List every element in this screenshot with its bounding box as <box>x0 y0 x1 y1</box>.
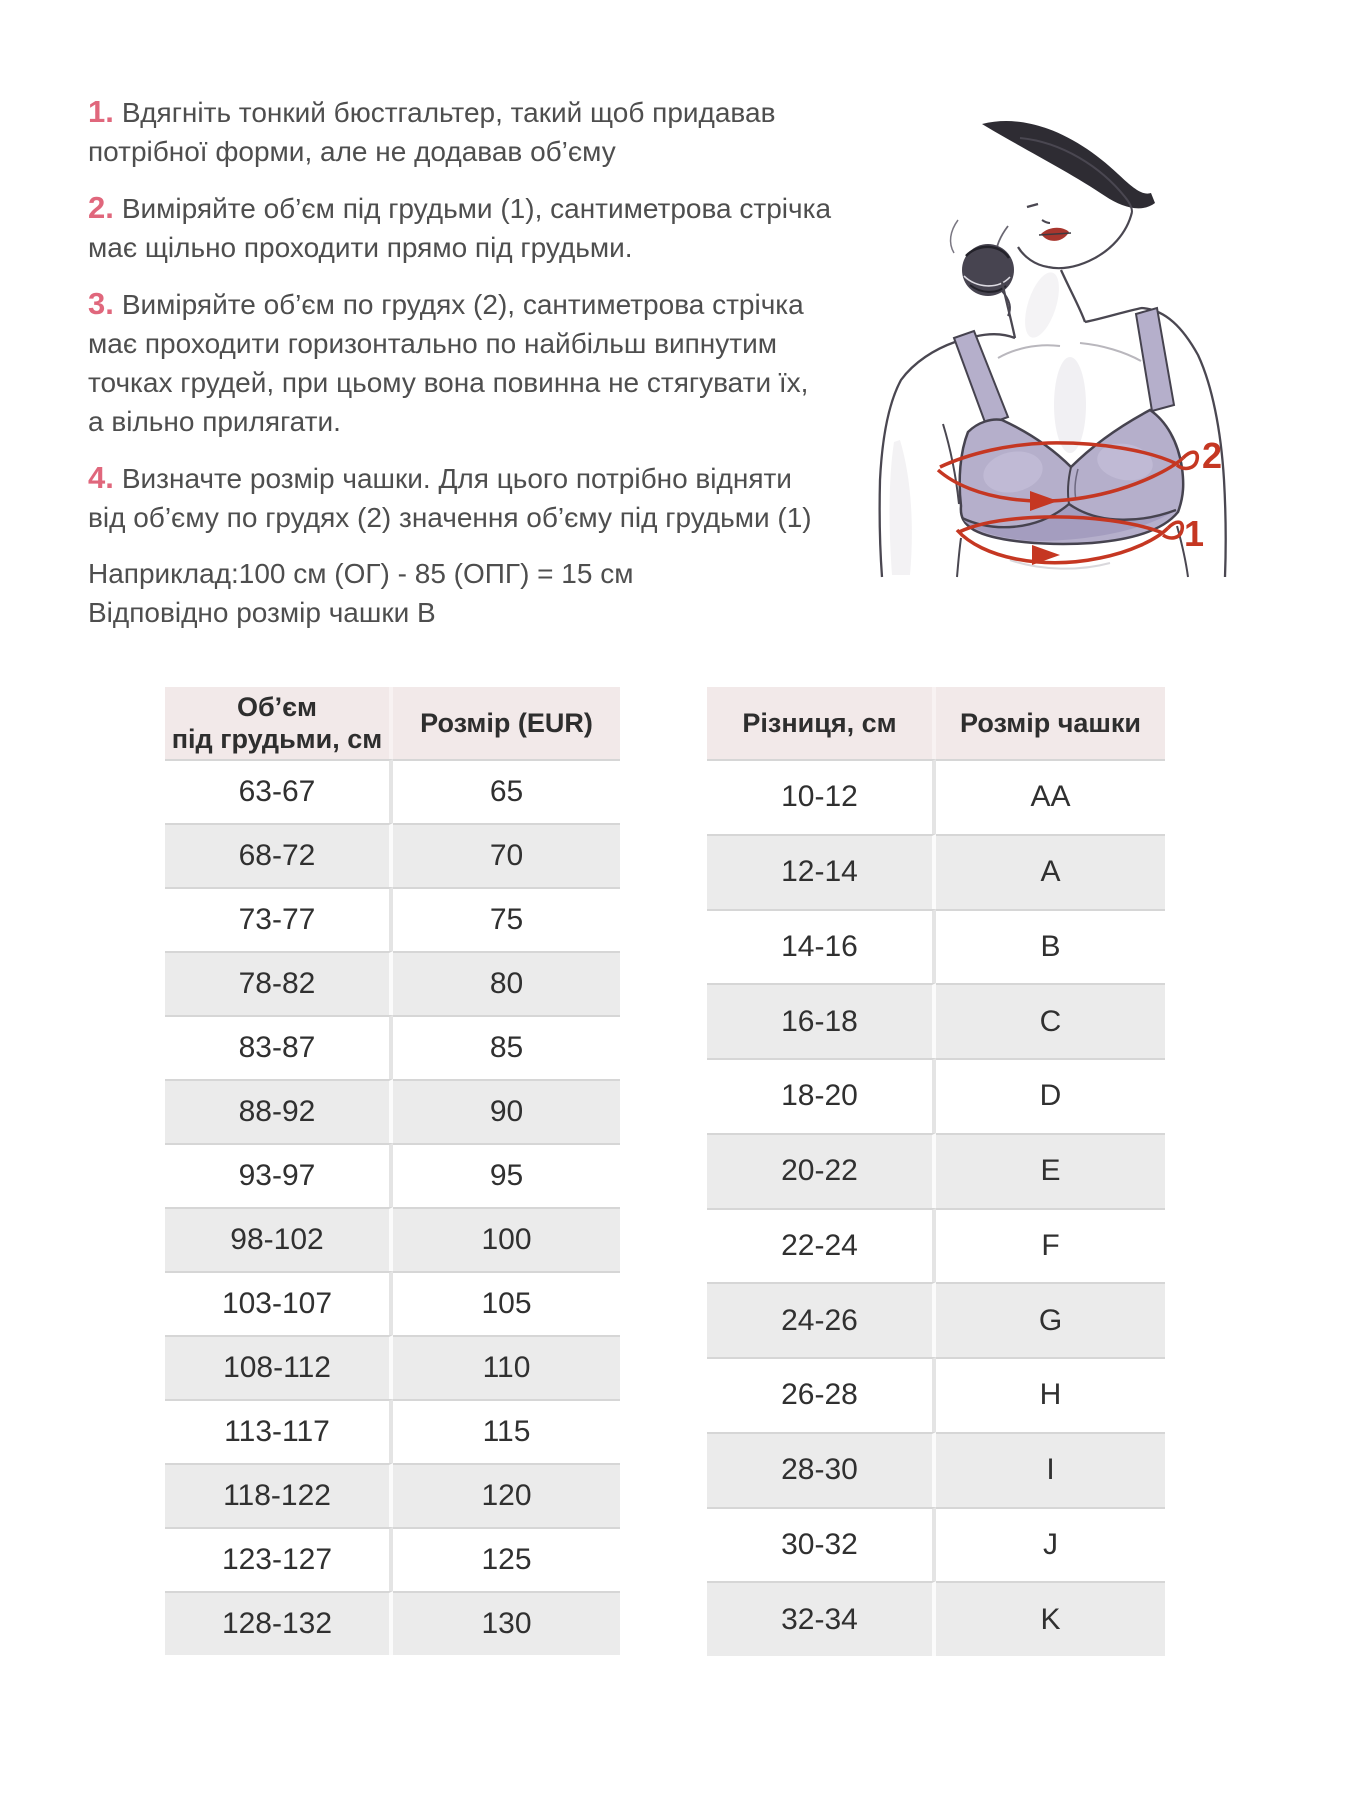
table-row <box>165 951 620 1015</box>
neck-right-line <box>1061 270 1085 322</box>
size-cell: 70 <box>393 823 620 887</box>
diff-cell: 22-24 <box>707 1208 936 1283</box>
hair-bun <box>962 244 1014 316</box>
cup-cell: A <box>936 834 1165 909</box>
instruction-step-4 <box>88 458 818 537</box>
cup-cell: C <box>936 983 1165 1058</box>
band-table-header-size: Розмір (EUR) <box>393 687 620 759</box>
cup-table-header-row <box>707 687 1165 759</box>
table-row <box>165 1207 620 1271</box>
torso-left-line <box>957 538 961 577</box>
diff-cell: 12-14 <box>707 834 936 909</box>
instruction-text: Вдягніть тонкий бюстгальтер, такий щоб придавав <box>121 97 776 128</box>
cup-cell: G <box>936 1282 1165 1357</box>
band-table-header-row <box>165 687 620 759</box>
table-row <box>165 1527 620 1591</box>
size-cell: 100 <box>393 1207 620 1271</box>
size-cell: 125 <box>393 1527 620 1591</box>
table-row <box>707 1208 1165 1283</box>
range-cell: 68-72 <box>165 823 393 887</box>
instruction-text: від об’єму по грудях (2) значення об’єму під грудьми (1) <box>88 502 812 533</box>
table-row <box>165 759 620 823</box>
table-row <box>165 1143 620 1207</box>
table-row <box>707 1133 1165 1208</box>
step-number: 1. <box>88 94 114 129</box>
range-cell: 83-87 <box>165 1015 393 1079</box>
cup-cell: B <box>936 909 1165 984</box>
calculation-example <box>88 554 818 632</box>
cup-table-header-cup: Розмір чашки <box>936 687 1165 759</box>
eye-line <box>1027 204 1038 207</box>
table-row <box>165 1015 620 1079</box>
header-line: під грудьми, см <box>171 724 383 754</box>
instruction-step-2 <box>88 188 832 267</box>
cup-size-table <box>707 687 1165 1656</box>
instruction-text: має щільно проходити прямо під грудьми. <box>88 232 633 263</box>
diff-cell: 16-18 <box>707 983 936 1058</box>
range-cell: 93-97 <box>165 1143 393 1207</box>
table-row <box>707 1282 1165 1357</box>
cup-cell: D <box>936 1058 1165 1133</box>
cup-cell: E <box>936 1133 1165 1208</box>
instruction-step-3 <box>88 284 818 441</box>
step-number: 4. <box>88 460 114 495</box>
cup-cell: I <box>936 1432 1165 1507</box>
neck-left-line <box>1002 282 1015 338</box>
instruction-step-1 <box>88 92 818 171</box>
instruction-text: Визначте розмір чашки. Для цього потрібно відняти <box>121 463 792 494</box>
cup-cell: H <box>936 1357 1165 1432</box>
table-row <box>707 1058 1165 1133</box>
instruction-text: потрібної форми, але не додавав об’єму <box>88 136 616 167</box>
table-row <box>707 834 1165 909</box>
size-cell: 90 <box>393 1079 620 1143</box>
face <box>1018 204 1132 268</box>
bra-strap-left <box>954 331 1008 425</box>
range-cell: 78-82 <box>165 951 393 1015</box>
diff-cell: 32-34 <box>707 1581 936 1656</box>
size-cell: 85 <box>393 1015 620 1079</box>
nose-line <box>1042 220 1050 223</box>
table-row <box>165 1399 620 1463</box>
size-cell: 105 <box>393 1271 620 1335</box>
example-result: Відповідно розмір чашки В <box>88 597 436 628</box>
table-row <box>165 887 620 951</box>
table-row <box>707 909 1165 984</box>
table-row <box>707 983 1165 1058</box>
range-cell: 128-132 <box>165 1591 393 1655</box>
table-row <box>707 1581 1165 1656</box>
size-cell: 130 <box>393 1591 620 1655</box>
table-row <box>165 823 620 887</box>
size-cell: 80 <box>393 951 620 1015</box>
instruction-text: а вільно прилягати. <box>88 406 341 437</box>
step-number: 2. <box>88 190 114 225</box>
instruction-text: Виміряйте об’єм по грудях (2), сантиметрова стрічка <box>121 289 804 320</box>
range-cell: 123-127 <box>165 1527 393 1591</box>
table-row <box>707 1357 1165 1432</box>
instruction-text: має проходити горизонтально по найбільш випнутим <box>88 328 777 359</box>
lips <box>1039 228 1071 241</box>
header-line: Об’єм <box>236 692 318 722</box>
size-cell: 115 <box>393 1399 620 1463</box>
example-formula: Наприклад:100 см (ОГ) - 85 (ОПГ) = 15 см <box>88 558 634 589</box>
range-cell: 98-102 <box>165 1207 393 1271</box>
diff-cell: 10-12 <box>707 759 936 834</box>
range-cell: 63-67 <box>165 759 393 823</box>
range-cell: 113-117 <box>165 1399 393 1463</box>
table-row <box>165 1463 620 1527</box>
measure-label-1: 1 <box>1183 513 1205 554</box>
diff-cell: 30-32 <box>707 1507 936 1582</box>
range-cell: 88-92 <box>165 1079 393 1143</box>
size-cell: 120 <box>393 1463 620 1527</box>
table-row <box>707 759 1165 834</box>
diff-cell: 28-30 <box>707 1432 936 1507</box>
size-cell: 110 <box>393 1335 620 1399</box>
cup-cell: J <box>936 1507 1165 1582</box>
diff-cell: 20-22 <box>707 1133 936 1208</box>
table-row <box>165 1591 620 1655</box>
measuring-instructions <box>88 92 832 632</box>
diff-cell: 14-16 <box>707 909 936 984</box>
cup-table-header-difference: Різниця, см <box>707 687 936 759</box>
size-cell: 95 <box>393 1143 620 1207</box>
diff-cell: 24-26 <box>707 1282 936 1357</box>
diff-cell: 18-20 <box>707 1058 936 1133</box>
instruction-text: Виміряйте об’єм під грудьми (1), сантиметрова стрічка <box>121 193 832 224</box>
table-row <box>165 1079 620 1143</box>
cup-cell: AA <box>936 759 1165 834</box>
table-row <box>707 1507 1165 1582</box>
size-cell: 65 <box>393 759 620 823</box>
woman-figure-sketch <box>780 80 1240 585</box>
bra-strap-right <box>1136 308 1174 411</box>
diff-cell: 26-28 <box>707 1357 936 1432</box>
range-cell: 73-77 <box>165 887 393 951</box>
cup-cell: F <box>936 1208 1165 1283</box>
table-row <box>165 1335 620 1399</box>
range-cell: 103-107 <box>165 1271 393 1335</box>
step-number: 3. <box>88 286 114 321</box>
measure-label-2: 2 <box>1201 435 1223 476</box>
size-cell: 75 <box>393 887 620 951</box>
instruction-text: точках грудей, при цьому вона повинна не стягувати їх, <box>88 367 809 398</box>
cup-cell: K <box>936 1581 1165 1656</box>
band-table-header-underbust <box>165 687 393 759</box>
table-row <box>707 1432 1165 1507</box>
range-cell: 118-122 <box>165 1463 393 1527</box>
table-row <box>165 1271 620 1335</box>
band-size-table <box>165 687 620 1655</box>
range-cell: 108-112 <box>165 1335 393 1399</box>
bra-measurement-illustration <box>780 80 1240 585</box>
